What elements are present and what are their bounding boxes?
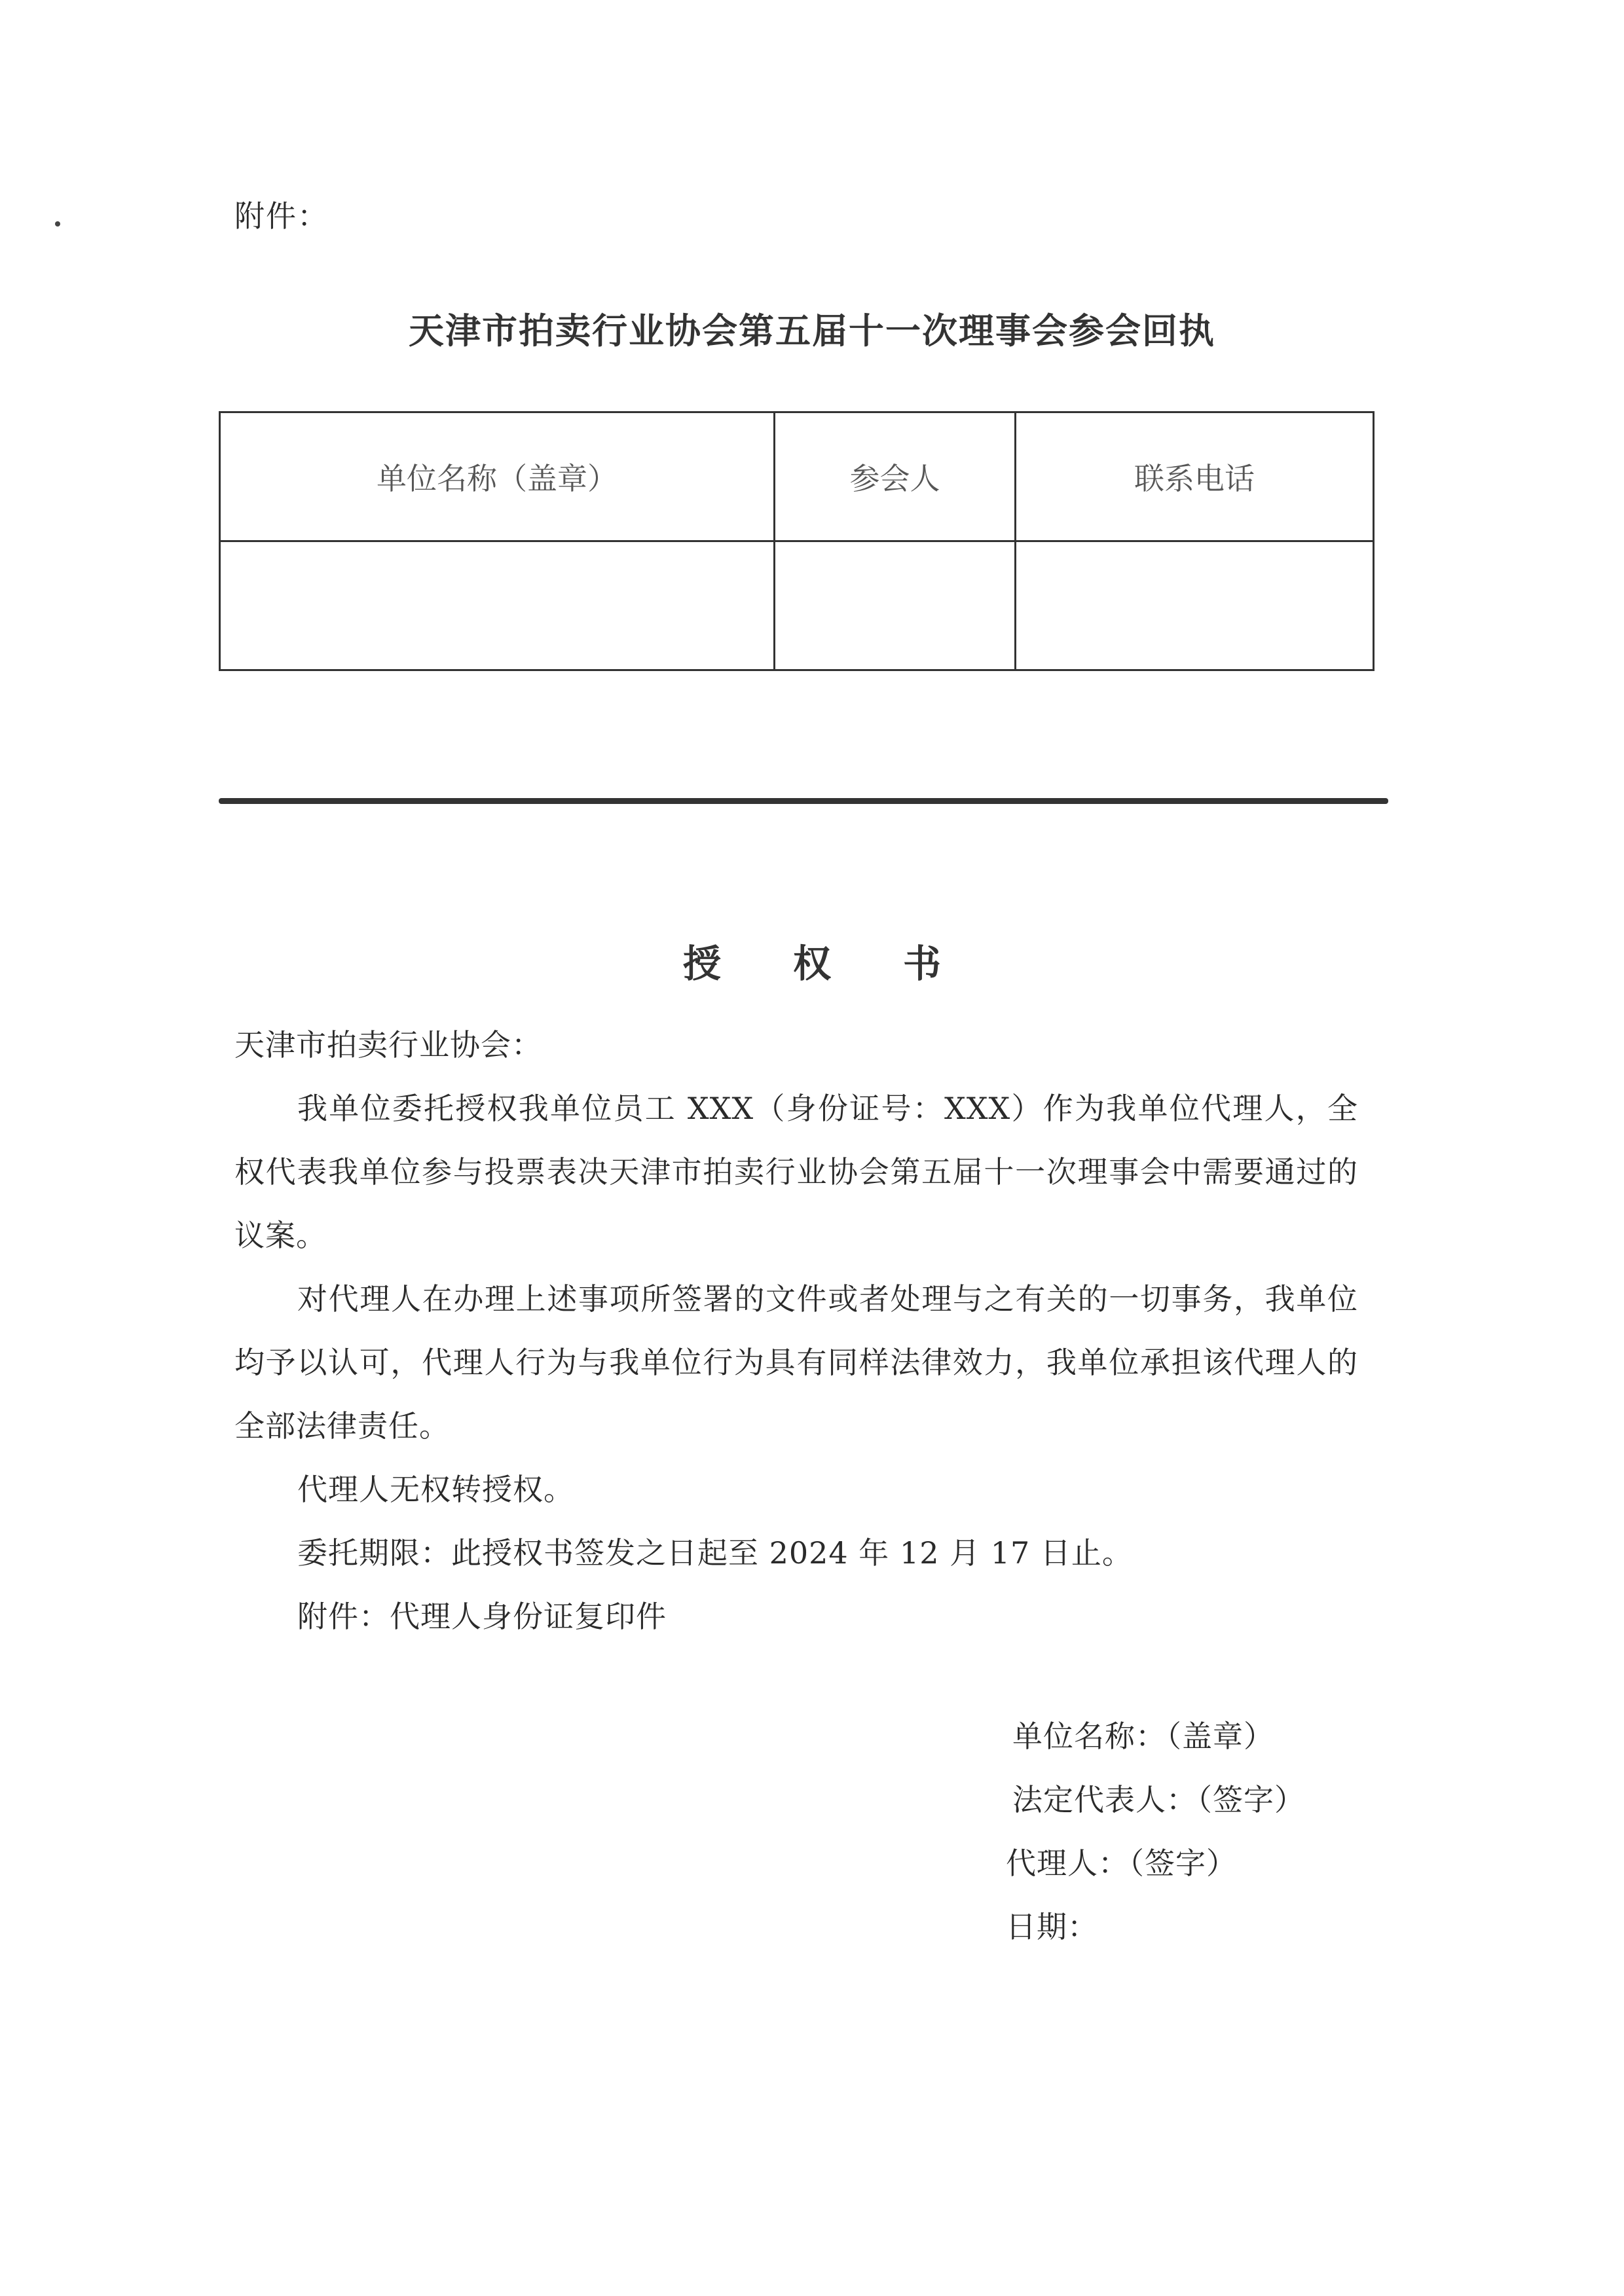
header-unit-name: 单位名称（盖章） (220, 412, 775, 541)
authorization-title (0, 939, 1624, 989)
paragraph-attachment: 附件：代理人身份证复印件 (297, 1599, 667, 1634)
salutation: 天津市拍卖行业协会： (234, 1027, 542, 1063)
receipt-title: 天津市拍卖行业协会第五届十一次理事会参会回执 (409, 310, 1215, 352)
paragraph-liability: 对代理人在办理上述事项所签署的文件或者处理与之有关的一切事务，我单位均予以认可，代理人行为与我单位行为具有同样法律效力，我单位承担该代理人的全部法律责任。 (234, 1281, 1358, 1444)
date-line: 日期： (1006, 1909, 1098, 1944)
paragraph-term: 委托期限：此授权书签发之日起至 2024 年 12 月 17 日止。 (297, 1535, 1133, 1571)
signature-block (1008, 1705, 1305, 1959)
title-char: 权 (792, 941, 831, 986)
title-char: 授 (682, 941, 721, 986)
cell-attendee (775, 541, 1016, 670)
unit-name-line: 单位名称：（盖章） (1012, 1719, 1274, 1754)
attachment-label: 附件： (234, 198, 329, 234)
paragraph-no-subdelegation: 代理人无权转授权。 (297, 1472, 574, 1507)
scan-speck (55, 221, 60, 227)
table-row (220, 541, 1374, 670)
cell-phone (1016, 541, 1374, 670)
section-divider (219, 798, 1388, 804)
receipt-table (219, 411, 1375, 671)
title-char: 书 (903, 941, 942, 986)
table-header-row (220, 412, 1374, 541)
legal-representative-line: 法定代表人：（签字） (1012, 1782, 1305, 1817)
paragraph-delegation: 我单位委托授权我单位员工 XXX（身份证号：XXX）作为我单位代理人，全权代表我单位参与投票表决天津市拍卖行业协会第五届十一次理事会中需要通过的议案。 (234, 1091, 1358, 1253)
header-attendee: 参会人 (775, 412, 1016, 541)
agent-line: 代理人：（签字） (1006, 1846, 1237, 1881)
authorization-body (234, 1013, 1358, 1649)
header-phone: 联系电话 (1016, 412, 1374, 541)
cell-unit-name (220, 541, 775, 670)
